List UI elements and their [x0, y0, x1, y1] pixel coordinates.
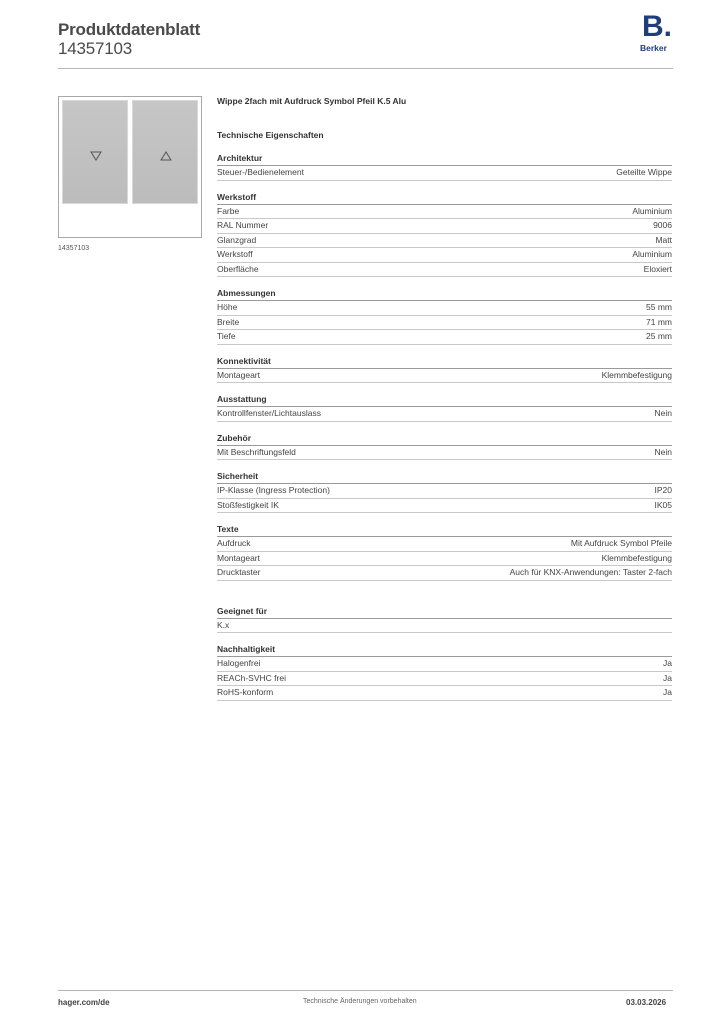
section-title: Zubehör — [217, 432, 672, 446]
property-key: IP-Klasse (Ingress Protection) — [217, 485, 330, 495]
footer-divider — [58, 990, 673, 991]
property-value: 71 mm — [646, 316, 672, 327]
rocker-left — [62, 100, 128, 204]
property-value: 55 mm — [646, 302, 672, 312]
property-row — [217, 407, 672, 422]
property-key: Tiefe — [217, 331, 236, 341]
property-row — [217, 537, 672, 552]
property-key: Drucktaster — [217, 567, 261, 577]
logo-text: Berker — [640, 43, 667, 53]
property-row — [217, 552, 672, 567]
property-value: Klemmbefestigung — [601, 552, 672, 563]
header-divider — [58, 68, 673, 69]
product-name: Wippe 2fach mit Aufdruck Symbol Pfeil K.5 Alu — [217, 96, 407, 106]
property-row — [217, 657, 672, 672]
section-title: Werkstoff — [217, 191, 672, 205]
property-key: K.x — [217, 619, 230, 630]
section-title: Sicherheit — [217, 470, 672, 484]
property-value: Geteilte Wippe — [616, 167, 672, 177]
property-value: 25 mm — [646, 331, 672, 341]
property-key: RoHS-konform — [217, 687, 274, 697]
property-value: IP20 — [654, 485, 672, 495]
section-title: Geeignet für — [217, 605, 672, 619]
property-value: Aluminium — [632, 205, 672, 216]
logo-letter: B. — [642, 10, 672, 43]
property-value: Nein — [654, 446, 672, 457]
property-value: Aluminium — [632, 249, 672, 259]
property-value: 9006 — [653, 220, 672, 230]
section-4 — [217, 393, 672, 422]
property-key: Halogenfrei — [217, 658, 261, 668]
property-row — [217, 672, 672, 687]
footer-note: Technische Änderungen vorbehalten — [303, 998, 417, 1005]
section-9 — [217, 643, 672, 701]
property-row — [217, 369, 672, 384]
section-7 — [217, 523, 672, 581]
document-number: 14357103 — [58, 39, 133, 58]
property-row — [217, 166, 672, 181]
property-row — [217, 301, 672, 316]
property-key: Höhe — [217, 302, 238, 312]
section-title: Abmessungen — [217, 287, 672, 301]
property-row — [217, 566, 672, 581]
section-0 — [217, 152, 672, 181]
property-key: REACh-SVHC frei — [217, 672, 286, 683]
property-row — [217, 219, 672, 234]
property-key: Aufdruck — [217, 538, 251, 548]
property-key: Oberfläche — [217, 263, 259, 274]
property-row — [217, 619, 672, 634]
property-row — [217, 234, 672, 249]
property-value: Matt — [655, 234, 672, 245]
property-key: Kontrollfenster/Lichtauslass — [217, 408, 321, 418]
property-key: Stoßfestigkeit IK — [217, 499, 279, 510]
property-key: Werkstoff — [217, 249, 253, 259]
property-key: Breite — [217, 316, 240, 327]
property-key: RAL Nummer — [217, 220, 269, 230]
property-value: Klemmbefestigung — [601, 369, 672, 380]
properties-heading: Technische Eigenschaften — [217, 130, 324, 140]
section-title: Konnektivität — [217, 355, 672, 369]
document-title: Produktdatenblatt — [58, 20, 201, 39]
image-caption: 14357103 — [58, 245, 90, 252]
section-title: Texte — [217, 523, 672, 537]
section-title: Nachhaltigkeit — [217, 643, 672, 657]
property-row — [217, 248, 672, 263]
triangle-down-icon — [90, 151, 102, 161]
property-key: Mit Beschriftungsfeld — [217, 446, 296, 457]
property-value: Eloxiert — [643, 263, 672, 274]
triangle-up-icon — [160, 151, 172, 161]
section-5 — [217, 432, 672, 461]
product-image — [58, 96, 202, 238]
berker-logo — [638, 10, 678, 54]
property-row — [217, 263, 672, 278]
property-sections — [217, 152, 672, 701]
footer-website: hager.com/de — [58, 998, 110, 1007]
section-8 — [217, 605, 672, 634]
property-row — [217, 499, 672, 514]
section-1 — [217, 191, 672, 278]
property-value: Ja — [663, 672, 672, 683]
property-row — [217, 446, 672, 461]
property-key: Montageart — [217, 369, 260, 380]
property-key: Farbe — [217, 205, 240, 216]
property-row — [217, 330, 672, 345]
property-row — [217, 686, 672, 701]
property-value: Auch für KNX-Anwendungen: Taster 2-fach — [509, 567, 672, 577]
rocker-right — [132, 100, 198, 204]
section-6 — [217, 470, 672, 513]
property-value: Ja — [663, 658, 672, 668]
property-key: Glanzgrad — [217, 234, 257, 245]
property-key: Steuer-/Bedienelement — [217, 167, 304, 177]
property-row — [217, 316, 672, 331]
property-value: Ja — [663, 687, 672, 697]
property-key: Montageart — [217, 552, 260, 563]
section-title: Ausstattung — [217, 393, 672, 407]
property-row — [217, 205, 672, 220]
property-row — [217, 484, 672, 499]
footer-date: 03.03.2026 — [626, 998, 667, 1007]
section-3 — [217, 355, 672, 384]
section-2 — [217, 287, 672, 345]
property-value: Nein — [654, 408, 672, 418]
property-value: IK05 — [654, 499, 672, 510]
section-title: Architektur — [217, 152, 672, 166]
property-value: Mit Aufdruck Symbol Pfeile — [570, 538, 672, 548]
product-details — [217, 94, 672, 701]
